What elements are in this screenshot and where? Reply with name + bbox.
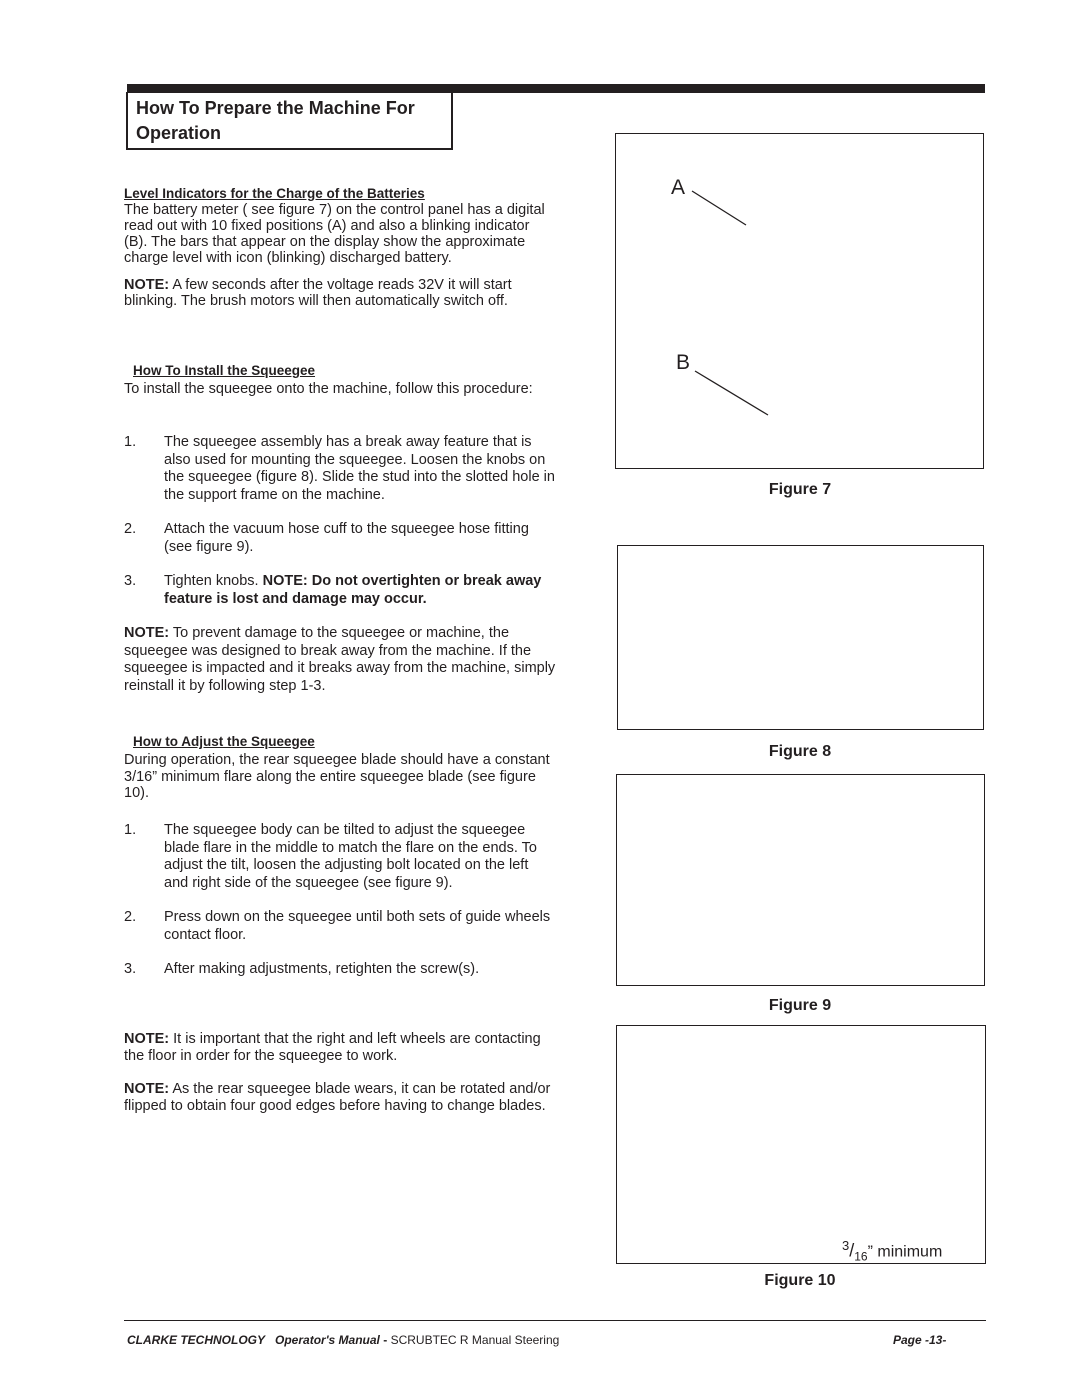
step-text: After making adjustments, retighten the screw(s). bbox=[164, 961, 480, 977]
step-text: The squeegee body can be tilted to adjust the squeegee blade flare in the middle to match the flare on the ends. To adjust the tilt, loosen the adjusting bolt located on the left and right side of the squeegee (see figure 9). bbox=[164, 822, 537, 891]
figure-9-caption: Figure 9 bbox=[768, 997, 832, 1014]
install-steps bbox=[124, 434, 556, 695]
figure-7-frame bbox=[615, 133, 984, 469]
step-number: 3. bbox=[124, 961, 137, 977]
step-text bbox=[164, 573, 556, 608]
install-intro-text: To install the squeegee onto the machine, follow this procedure: bbox=[124, 381, 533, 397]
battery-section bbox=[124, 186, 556, 309]
frac-numerator: 3 bbox=[842, 1238, 850, 1253]
label-b: B bbox=[676, 351, 691, 374]
note-label: NOTE: bbox=[124, 625, 170, 641]
step-number: 3. bbox=[124, 573, 137, 589]
footer-rule bbox=[124, 1320, 986, 1321]
step-text: Attach the vacuum hose cuff to the squeegee hose fitting (see figure 9). bbox=[164, 521, 529, 555]
footer bbox=[127, 1333, 967, 1347]
step-text-bold: NOTE: Do not overtighten or break away feature is lost and damage may occur. bbox=[164, 573, 542, 607]
adjust-note-1 bbox=[124, 1031, 556, 1064]
minimum-label: $^3/_{16}$” minimum bbox=[842, 1238, 943, 1264]
figure-10-caption: Figure 10 bbox=[764, 1272, 836, 1289]
section-title: How To Prepare the Machine For Operation bbox=[126, 92, 453, 150]
list-item bbox=[124, 434, 556, 504]
step-number: 2. bbox=[124, 521, 137, 537]
step-number: 2. bbox=[124, 909, 137, 925]
note-text: A few seconds after the voltage reads 32V it will start blinking. The brush motors will then automatically switch off. bbox=[124, 277, 512, 309]
leader-lines bbox=[616, 134, 985, 470]
footer-manual: Operator's Manual bbox=[275, 1333, 380, 1347]
frac-denominator: 16 bbox=[854, 1249, 868, 1264]
note-text: To prevent damage to the squeegee or machine, the squeegee was designed to break away from the machine. If the squeegee is impacted and it breaks away from the machine, simply reinstall it by following step 1-3. bbox=[124, 625, 556, 694]
footer-brand: CLARKE TECHNOLOGY bbox=[127, 1333, 265, 1347]
adjust-note-2 bbox=[124, 1081, 556, 1114]
adjust-heading bbox=[133, 734, 553, 750]
adjust-intro-text: During operation, the rear squeegee blade should have a constant 3/16” minimum flare along the entire squeegee blade (see figure 10). bbox=[124, 752, 550, 801]
install-heading bbox=[133, 363, 553, 379]
footer-dash: - bbox=[379, 1333, 391, 1347]
list-item bbox=[124, 909, 556, 944]
note-text: It is important that the right and left wheels are contacting the floor in order for the squeegee to work. bbox=[124, 1031, 541, 1064]
battery-note bbox=[124, 277, 556, 309]
figure-8-frame bbox=[617, 545, 984, 730]
battery-body: The battery meter ( see figure 7) on the control panel has a digital read out with 10 fixed positions (A) and also a blinking indicator (B). The bars that appear on the display show the approximate charge level with icon (blinking) discharged battery. bbox=[124, 202, 545, 266]
note-label: NOTE: bbox=[124, 1081, 170, 1097]
install-heading-text: How To Install the Squeegee bbox=[133, 363, 316, 378]
footer-model: SCRUBTEC R Manual Steering bbox=[390, 1333, 560, 1347]
label-a: A bbox=[671, 176, 686, 199]
install-intro bbox=[124, 381, 556, 398]
note-label: NOTE: bbox=[124, 277, 170, 293]
figure-10-frame bbox=[616, 1025, 986, 1264]
adjust-steps bbox=[124, 822, 556, 979]
adjust-intro bbox=[124, 752, 556, 802]
step-number: 1. bbox=[124, 822, 137, 838]
list-item bbox=[124, 521, 556, 556]
leader-line-a bbox=[692, 191, 746, 225]
list-item bbox=[124, 822, 556, 892]
note-label: NOTE: bbox=[124, 1031, 170, 1047]
figure-7-caption: Figure 7 bbox=[768, 481, 832, 498]
battery-heading: Level Indicators for the Charge of the Batteries bbox=[124, 186, 425, 201]
step-text: The squeegee assembly has a break away feature that is also used for mounting the squeegee. Loosen the knobs on the squeegee (figure 8). Slide the stud into the slotted hole in the support frame on the machine. bbox=[164, 434, 555, 503]
leader-line-b bbox=[695, 371, 768, 415]
step-number: 1. bbox=[124, 434, 137, 450]
note-text: As the rear squeegee blade wears, it can be rotated and/or flipped to obtain four good edges before having to change blades. bbox=[124, 1081, 551, 1114]
adjust-heading-text: How to Adjust the Squeegee bbox=[133, 734, 315, 749]
adjust-notes bbox=[124, 1031, 556, 1114]
step-text: Press down on the squeegee until both sets of guide wheels contact floor. bbox=[164, 909, 551, 943]
figure-9-frame bbox=[616, 774, 985, 986]
page-number: Page -13- bbox=[893, 1333, 947, 1347]
step-text-plain: Tighten knobs. bbox=[164, 573, 263, 589]
install-note bbox=[124, 625, 556, 695]
frac-suffix: ” minimum bbox=[867, 1243, 943, 1261]
figure-8-caption: Figure 8 bbox=[768, 743, 832, 760]
list-item bbox=[124, 573, 556, 608]
list-item bbox=[124, 961, 556, 979]
